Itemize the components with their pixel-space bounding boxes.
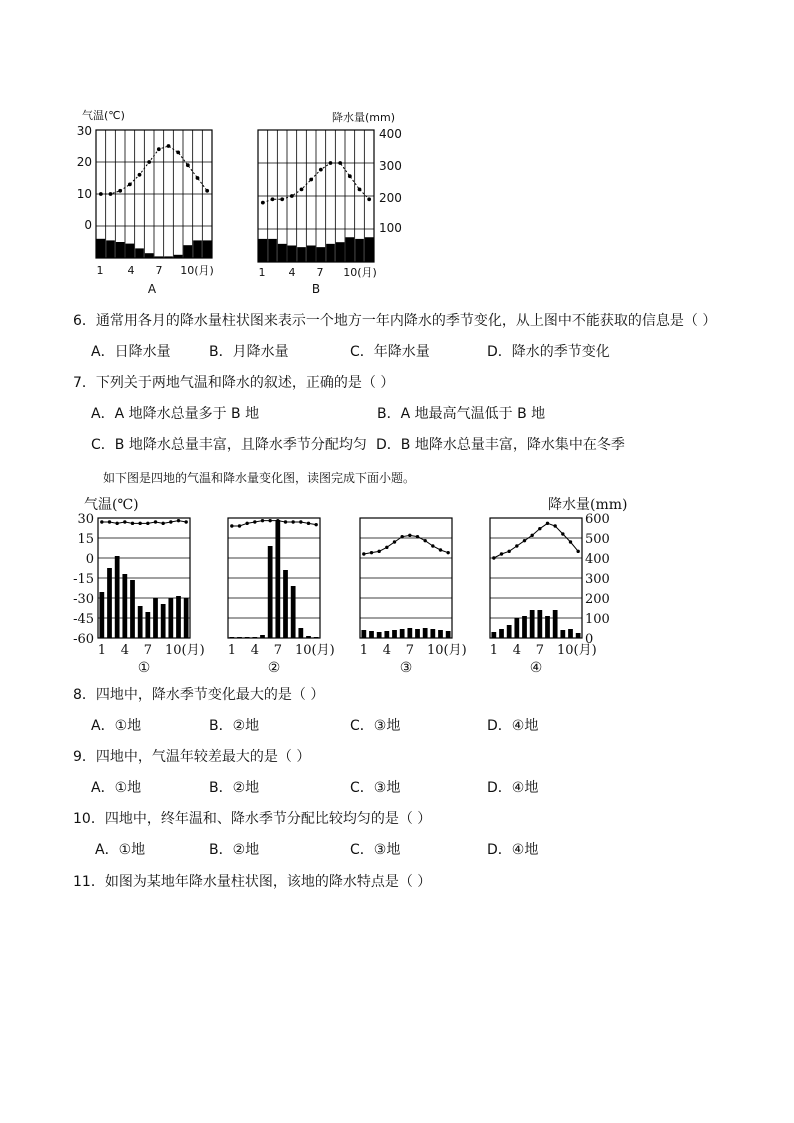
temperature-point (507, 550, 510, 553)
month-tick: 4 (512, 643, 521, 658)
precip-bar (287, 246, 296, 263)
temp-tick: 0 (84, 218, 92, 232)
precip-bar (345, 237, 354, 262)
precip-bar (446, 631, 451, 638)
month-tick: 4 (127, 264, 135, 277)
climate-figure-ab (70, 100, 420, 300)
precip-bar (116, 242, 125, 258)
temperature-point (307, 522, 310, 525)
precip-bar (316, 247, 325, 262)
precip-bar (138, 606, 143, 638)
temperature-point (268, 519, 271, 522)
temperature-point (377, 550, 380, 553)
month-tick: 1 (258, 266, 266, 279)
question-6-option-b[interactable]: B．月降水量 (209, 344, 289, 360)
temperature-point (138, 522, 141, 525)
chart-1 (98, 518, 190, 638)
temperature-point (176, 151, 180, 155)
temperature-point (280, 197, 284, 201)
precip-bar (430, 629, 435, 638)
precip-bar (407, 628, 412, 638)
temperature-point (299, 520, 302, 523)
temperature-point (309, 178, 313, 182)
temperature-point (123, 520, 126, 523)
precip-tick: 300 (379, 159, 402, 173)
temperature-point (408, 534, 411, 537)
precip-bar (268, 546, 273, 638)
precip-tick: 300 (585, 572, 610, 587)
temperature-point (291, 520, 294, 523)
precip-bar (96, 239, 105, 258)
temperature-point (261, 201, 265, 205)
temperature-point (370, 551, 373, 554)
precip-bar (530, 610, 535, 638)
precip-bar (193, 240, 202, 258)
precip-bar (298, 628, 303, 638)
precip-tick: 500 (585, 532, 610, 547)
precip-bar (176, 596, 181, 638)
precip-bar (183, 245, 192, 258)
temperature-point (147, 160, 151, 164)
precip-bar (491, 632, 496, 638)
temperature-point (515, 544, 518, 547)
temperature-point (261, 519, 264, 522)
precip-bar (258, 239, 267, 262)
precip-bar (568, 629, 573, 638)
question-7-option-b[interactable]: B．A 地最高气温低于 B 地 (377, 406, 546, 422)
temperature-point (271, 197, 275, 201)
month-tick: 7 (143, 643, 152, 658)
precip-bar (514, 618, 519, 638)
precip-tick: 0 (585, 632, 594, 647)
figure-2-intro: 如下图是四地的气温和降水量变化图，读图完成下面小题。 (103, 471, 416, 485)
temp-tick: 30 (77, 512, 94, 527)
month-tick: 1 (97, 643, 106, 658)
precip-bar (522, 616, 527, 638)
temperature-point (439, 548, 442, 551)
precip-tick: 100 (379, 221, 402, 235)
precip-bar (275, 520, 280, 638)
precip-tick: 200 (585, 592, 610, 607)
precip-bar (392, 630, 397, 638)
chart-label-a: A (147, 282, 157, 296)
question-10-option-a[interactable]: A．①地 (95, 842, 146, 858)
month-tick: 4 (250, 643, 259, 658)
chart-label-b: B (311, 282, 321, 296)
precip-bar (122, 574, 127, 638)
temperature-point (108, 520, 111, 523)
temperature-point (500, 552, 503, 555)
temperature-point (348, 174, 352, 178)
month-tick: 1 (227, 643, 236, 658)
temp-tick: -15 (73, 572, 94, 587)
climate-figure-four-places (70, 490, 640, 680)
precip-bar (237, 637, 242, 638)
temperature-point (553, 524, 556, 527)
temperature-point (538, 527, 541, 530)
precip-bar (365, 237, 374, 262)
temperature-point (358, 188, 362, 192)
month-tick: 1 (489, 643, 498, 658)
temperature-point (196, 176, 200, 180)
precip-bar (423, 628, 428, 638)
precip-bar (438, 630, 443, 638)
month-tick: 4 (120, 643, 129, 658)
temperature-point (338, 161, 342, 165)
precip-bar (161, 604, 166, 638)
month-ticks (98, 643, 597, 658)
temperature-point (569, 540, 572, 543)
chart-label: ③ (399, 660, 413, 676)
precip-bar (154, 256, 163, 258)
precip-bar (135, 248, 144, 258)
month-tick: 10(月) (294, 643, 335, 658)
precip-bar (107, 568, 112, 638)
month-tick: 10(月) (426, 643, 467, 658)
temp-tick: -30 (73, 592, 94, 607)
precip-axis-title: 降水量(mm) (548, 497, 628, 513)
question-10-option-c[interactable]: C．③地 (350, 842, 401, 858)
month-tick: 7 (273, 643, 282, 658)
chart-label: ④ (529, 660, 543, 676)
temperature-point (431, 544, 434, 547)
question-9-option-a[interactable]: A．①地 (91, 780, 142, 796)
precip-bar (326, 244, 335, 262)
precip-bar (130, 580, 135, 638)
precip-bar (164, 256, 173, 258)
question-9-option-c[interactable]: C．③地 (350, 780, 401, 796)
precip-tick: 200 (379, 191, 402, 205)
temperature-point (367, 197, 371, 201)
temp-tick: 15 (77, 532, 94, 547)
temperature-point (576, 550, 579, 553)
precip-bar (355, 239, 364, 262)
temp-tick: -60 (73, 632, 94, 647)
precip-bar (252, 637, 257, 638)
temperature-point (530, 534, 533, 537)
precip-bar (576, 633, 581, 638)
month-tick: 4 (288, 266, 296, 279)
temperature-point (416, 535, 419, 538)
precip-tick: 100 (585, 612, 610, 627)
month-tick: 7 (405, 643, 414, 658)
question-10-option-d[interactable]: D．④地 (487, 842, 539, 858)
temperature-point (161, 522, 164, 525)
precip-tick: 400 (585, 552, 610, 567)
chart-4 (490, 518, 582, 638)
precip-bar (297, 247, 306, 262)
temp-axis-title: 气温(℃) (84, 497, 139, 513)
temperature-point (131, 522, 134, 525)
question-6-option-d[interactable]: D．降水的季节变化 (487, 344, 610, 360)
precip-bar (245, 637, 250, 638)
temp-ticks (73, 512, 94, 647)
question-7-stem: 7．下列关于两地气温和降水的叙述，正确的是（ ） (73, 375, 395, 391)
precip-bar (145, 253, 154, 258)
chart-a (96, 130, 212, 258)
temperature-point (177, 519, 180, 522)
precip-bar (278, 244, 287, 262)
temp-axis-title: 气温(℃) (82, 109, 125, 122)
temperature-point (205, 189, 209, 193)
temperature-point (167, 144, 171, 148)
question-9-option-b[interactable]: B．②地 (209, 780, 260, 796)
question-8-option-b[interactable]: B．②地 (209, 718, 260, 734)
question-6-stem: 6．通常用各月的降水量柱状图来表示一个地方一年内降水的季节变化，从上图中不能获取的信息是（ ） (73, 313, 717, 329)
month-tick: 10(月) (180, 264, 214, 277)
precip-bar (560, 630, 565, 638)
chart-label: ② (267, 660, 281, 676)
question-11-stem: 11．如图为某地年降水量柱状图，该地的降水特点是（ ） (73, 874, 432, 890)
temp-tick: -45 (73, 612, 94, 627)
precip-tick: 600 (585, 512, 610, 527)
temperature-line (232, 521, 316, 526)
month-tick: 10(月) (164, 643, 205, 658)
question-6-option-a[interactable]: A．日降水量 (91, 344, 171, 360)
temperature-point (546, 522, 549, 525)
temp-tick: 20 (76, 155, 92, 169)
precip-bar (307, 246, 316, 263)
question-7-option-a[interactable]: A．A 地降水总量多于 B 地 (91, 406, 260, 422)
question-8-stem: 8．四地中，降水季节变化最大的是（ ） (73, 687, 325, 703)
temp-tick: 30 (76, 124, 92, 138)
precip-bar (115, 556, 120, 638)
precip-bar (507, 625, 512, 638)
precip-bar (106, 240, 115, 258)
temperature-point (319, 168, 323, 172)
precip-bar (203, 240, 212, 258)
question-6-option-c[interactable]: C．年降水量 (350, 344, 430, 360)
temperature-point (230, 524, 233, 527)
precip-bar (377, 632, 382, 638)
precip-bar (384, 631, 389, 638)
precip-bar (268, 239, 277, 262)
question-9-stem: 9．四地中，气温年较差最大的是（ ） (73, 749, 311, 765)
temperature-line (494, 523, 578, 558)
month-tick: 7 (535, 643, 544, 658)
question-8-option-c[interactable]: C．③地 (350, 718, 401, 734)
precip-tick: 400 (379, 127, 402, 141)
precip-bar (545, 616, 550, 638)
temperature-point (238, 524, 241, 527)
question-8-option-a[interactable]: A．①地 (91, 718, 142, 734)
temperature-point (362, 552, 365, 555)
temperature-point (393, 540, 396, 543)
precip-bar (229, 637, 234, 638)
temperature-point (492, 556, 495, 559)
question-9-option-d[interactable]: D．④地 (487, 780, 539, 796)
precip-bar (336, 242, 345, 262)
temperature-line (102, 521, 186, 524)
precip-bar (415, 629, 420, 638)
temp-tick: 0 (85, 552, 94, 567)
temperature-point (245, 522, 248, 525)
precip-bar (314, 637, 319, 638)
temperature-point (523, 539, 526, 542)
precip-axis-title: 降水量(mm) (332, 111, 396, 124)
precip-bar (369, 631, 374, 638)
temperature-point (253, 520, 256, 523)
temperature-point (385, 546, 388, 549)
precip-bar (553, 610, 558, 638)
temperature-point (400, 535, 403, 538)
temperature-point (184, 520, 187, 523)
precip-bar (125, 244, 134, 258)
temperature-point (99, 192, 103, 196)
chart-2 (228, 518, 320, 638)
chart-label: ① (137, 660, 151, 676)
precip-ticks (585, 512, 610, 647)
chart-labels (138, 660, 543, 676)
question-10-stem: 10．四地中，终年温和、降水季节分配比较均匀的是（ ） (73, 811, 432, 827)
temperature-point (314, 523, 317, 526)
temperature-point (118, 189, 122, 193)
question-7-option-c[interactable]: C．B 地降水总量丰富，且降水季节分配均匀 (91, 437, 367, 453)
precip-bar (283, 570, 288, 638)
precip-bar (174, 255, 183, 258)
month-tick: 10(月) (556, 643, 597, 658)
question-7-option-d[interactable]: D．B 地降水总量丰富，降水集中在冬季 (376, 437, 625, 453)
temperature-point (290, 194, 294, 198)
precip-bar (499, 629, 504, 638)
month-tick: 1 (359, 643, 368, 658)
temperature-point (154, 520, 157, 523)
temperature-point (423, 539, 426, 542)
temperature-point (446, 551, 449, 554)
temperature-point (109, 192, 113, 196)
precip-bar (99, 592, 104, 638)
precip-bar (184, 598, 189, 638)
temperature-point (100, 520, 103, 523)
month-tick: 1 (96, 264, 104, 277)
temperature-point (146, 522, 149, 525)
month-tick: 10(月) (343, 266, 377, 279)
temperature-point (138, 173, 142, 177)
precip-bar (153, 598, 158, 638)
chart-3 (360, 518, 452, 638)
temperature-point (329, 161, 333, 165)
precip-bar (306, 636, 311, 638)
precip-bar (400, 629, 405, 638)
month-tick: 4 (382, 643, 391, 658)
temperature-point (300, 188, 304, 192)
temp-tick: 10 (76, 187, 92, 201)
temperature-point (128, 183, 132, 187)
precip-bar (361, 630, 366, 638)
temperature-point (276, 519, 279, 522)
temperature-point (561, 532, 564, 535)
temperature-point (115, 522, 118, 525)
month-tick: 7 (316, 266, 324, 279)
temperature-point (284, 520, 287, 523)
temperature-point (169, 520, 172, 523)
precip-bar (537, 610, 542, 638)
question-10-option-b[interactable]: B．②地 (209, 842, 260, 858)
chart-b (258, 130, 374, 262)
precip-bar (168, 598, 173, 638)
precip-bar (145, 612, 150, 638)
month-tick: 7 (155, 264, 163, 277)
precip-bar (260, 635, 265, 638)
question-8-option-d[interactable]: D．④地 (487, 718, 539, 734)
precip-bar (291, 586, 296, 638)
temperature-point (186, 163, 190, 167)
temperature-point (157, 147, 161, 151)
